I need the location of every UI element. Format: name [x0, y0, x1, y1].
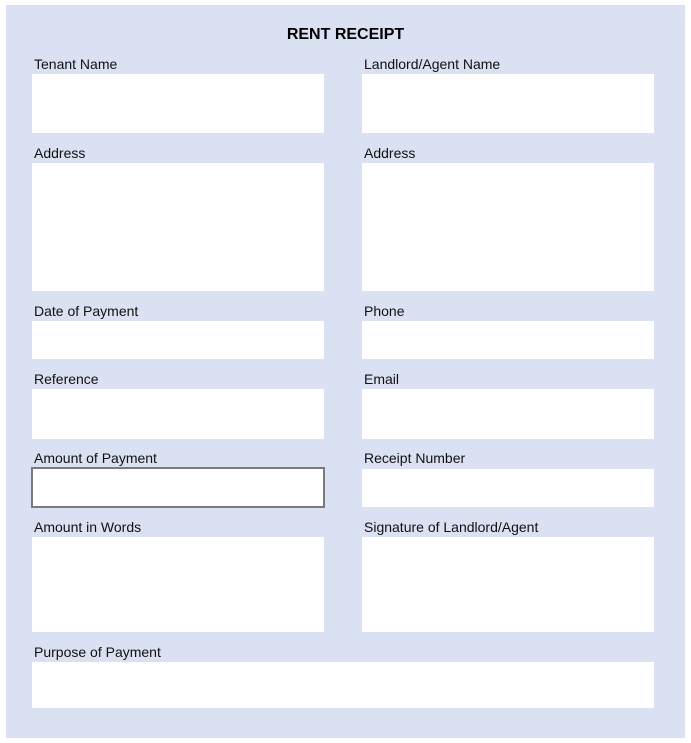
landlord-name-field[interactable]: [362, 74, 654, 133]
tenant-name-field[interactable]: [32, 74, 324, 133]
date-of-payment-label: Date of Payment: [34, 303, 139, 319]
reference-label: Reference: [34, 371, 99, 387]
date-of-payment-field[interactable]: [32, 321, 324, 359]
reference-field[interactable]: [32, 389, 324, 439]
amount-in-words-label: Amount in Words: [34, 519, 142, 535]
amount-in-words-field[interactable]: [32, 537, 324, 632]
tenant-name-label: Tenant Name: [34, 56, 118, 72]
amount-of-payment-field[interactable]: [31, 467, 325, 508]
receipt-number-label: Receipt Number: [364, 450, 466, 466]
purpose-of-payment-field[interactable]: [32, 662, 654, 708]
signature-label: Signature of Landlord/Agent: [364, 519, 539, 535]
receipt-number-field[interactable]: [362, 469, 654, 507]
form-title: RENT RECEIPT: [286, 26, 405, 43]
signature-field[interactable]: [362, 537, 654, 632]
tenant-address-label: Address: [34, 145, 86, 161]
amount-of-payment-label: Amount of Payment: [34, 450, 157, 466]
email-label: Email: [364, 371, 400, 387]
purpose-of-payment-label: Purpose of Payment: [34, 644, 161, 660]
email-field[interactable]: [362, 389, 654, 439]
landlord-address-label: Address: [364, 145, 416, 161]
landlord-address-field[interactable]: [362, 163, 654, 291]
tenant-address-field[interactable]: [32, 163, 324, 291]
landlord-name-label: Landlord/Agent Name: [364, 56, 501, 72]
phone-field[interactable]: [362, 321, 654, 359]
phone-label: Phone: [364, 303, 405, 319]
